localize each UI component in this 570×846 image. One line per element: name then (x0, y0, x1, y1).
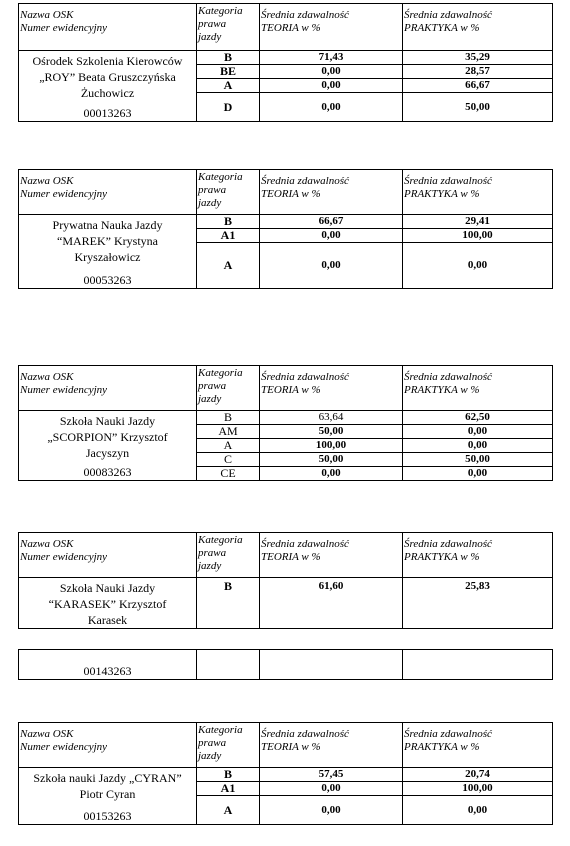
category-cell: AM (197, 425, 260, 439)
category-cell: A1 (197, 782, 260, 796)
header-practice-cell (403, 4, 553, 51)
school-cell (19, 768, 197, 825)
practice-value: 20,74 (403, 768, 553, 782)
practice-value: 35,29 (403, 51, 553, 65)
school-id: 00143263 (19, 650, 197, 680)
practice-value: 28,57 (403, 65, 553, 79)
category-cell: B (197, 51, 260, 65)
header-practice-label-1: Średnia zdawalność (404, 371, 492, 383)
header-category-label-3: jazdy (198, 560, 222, 572)
practice-value: 0,00 (403, 425, 553, 439)
school-name-line: Szkoła Nauki Jazdy (59, 414, 156, 428)
table-row (19, 215, 553, 229)
header-category-cell (197, 170, 260, 215)
header-row (19, 366, 553, 411)
header-category-label-3: jazdy (198, 750, 222, 762)
header-category-cell (197, 533, 260, 578)
header-practice-label-1: Średnia zdawalność (404, 9, 492, 21)
header-theory-cell (260, 533, 403, 578)
header-category-label-1: Kategoria (198, 367, 243, 379)
school-name-line: „ROY” Beata Gruszczyńska (39, 70, 176, 84)
header-theory-label-2: TEORIA w % (261, 188, 321, 200)
theory-value: 0,00 (260, 243, 403, 289)
school-name-line: Ośrodek Szkolenia Kierowców (32, 54, 183, 68)
category-cell: A (197, 439, 260, 453)
practice-value: 0,00 (403, 243, 553, 289)
header-id-label: Numer ewidencyjny (20, 22, 108, 34)
header-practice-label-2: PRAKTYKA w % (404, 188, 480, 200)
theory-value: 57,45 (260, 768, 403, 782)
header-name-cell (19, 366, 197, 411)
header-category-label-2: prawa (198, 184, 227, 196)
header-name-cell (19, 170, 197, 215)
header-category-label-1: Kategoria (198, 5, 243, 17)
practice-value: 50,00 (403, 453, 553, 467)
header-category-label-2: prawa (198, 380, 227, 392)
table-row (19, 411, 553, 425)
school-id: 00053263 (83, 273, 132, 287)
table-row (19, 650, 553, 680)
header-category-label-3: jazdy (198, 393, 222, 405)
practice-value: 62,50 (403, 411, 553, 425)
osk-table-marek (18, 169, 553, 289)
theory-value: 50,00 (260, 425, 403, 439)
header-row (19, 170, 553, 215)
theory-value: 0,00 (260, 93, 403, 122)
header-theory-label-2: TEORIA w % (261, 22, 321, 34)
school-id: 00013263 (83, 106, 132, 120)
header-category-label-2: prawa (198, 547, 227, 559)
header-practice-label-2: PRAKTYKA w % (404, 22, 480, 34)
category-cell: A (197, 79, 260, 93)
header-name-label: Nazwa OSK (20, 728, 74, 740)
header-row (19, 533, 553, 578)
header-practice-label-2: PRAKTYKA w % (404, 741, 480, 753)
header-practice-cell (403, 533, 553, 578)
header-category-label-3: jazdy (198, 31, 222, 43)
header-theory-label-1: Średnia zdawalność (261, 175, 349, 187)
theory-value: 100,00 (260, 439, 403, 453)
header-theory-cell (260, 723, 403, 768)
header-row (19, 4, 553, 51)
header-theory-cell (260, 4, 403, 51)
school-name-line: Żuchowicz (80, 86, 135, 100)
school-cell (19, 411, 197, 481)
header-name-label: Nazwa OSK (20, 371, 74, 383)
header-row (19, 723, 553, 768)
header-practice-cell (403, 366, 553, 411)
theory-value: 0,00 (260, 79, 403, 93)
header-theory-label-1: Średnia zdawalność (261, 9, 349, 21)
header-category-label-1: Kategoria (198, 171, 243, 183)
header-name-cell (19, 723, 197, 768)
header-practice-cell (403, 723, 553, 768)
header-category-label-2: prawa (198, 18, 227, 30)
category-cell: B (197, 578, 260, 629)
school-id: 00083263 (83, 465, 132, 479)
practice-value: 0,00 (403, 439, 553, 453)
table-row (19, 768, 553, 782)
header-name-label: Nazwa OSK (20, 538, 74, 550)
header-practice-cell (403, 170, 553, 215)
header-practice-label-1: Średnia zdawalność (404, 538, 492, 550)
school-name-line: Kryszałowicz (74, 250, 141, 264)
header-theory-label-2: TEORIA w % (261, 384, 321, 396)
category-cell: D (197, 93, 260, 122)
header-theory-label-2: TEORIA w % (261, 551, 321, 563)
header-theory-cell (260, 170, 403, 215)
theory-value: 0,00 (260, 782, 403, 796)
school-name-line: “MAREK” Krystyna (57, 234, 158, 248)
header-id-label: Numer ewidencyjny (20, 741, 108, 753)
header-name-cell (19, 533, 197, 578)
school-name-line: „SCORPION” Krzysztof (47, 430, 168, 444)
table-row (19, 578, 553, 629)
header-practice-label-2: PRAKTYKA w % (404, 551, 480, 563)
practice-value: 50,00 (403, 93, 553, 122)
header-practice-label-2: PRAKTYKA w % (404, 384, 480, 396)
osk-table-karasek-id (18, 649, 553, 680)
theory-value: 0,00 (260, 796, 403, 825)
practice-value: 100,00 (403, 782, 553, 796)
osk-table-roy (18, 3, 553, 122)
school-cell (19, 51, 197, 122)
practice-value: 29,41 (403, 215, 553, 229)
category-cell: CE (197, 467, 260, 481)
header-practice-label-1: Średnia zdawalność (404, 175, 492, 187)
header-theory-label-2: TEORIA w % (261, 741, 321, 753)
school-name-line: Jacyszyn (85, 446, 130, 460)
header-theory-label-1: Średnia zdawalność (261, 728, 349, 740)
school-name-line: Prywatna Nauka Jazdy (52, 218, 163, 232)
empty-cell (197, 650, 260, 680)
osk-table-cyran (18, 722, 553, 825)
header-name-cell (19, 4, 197, 51)
school-id: 00153263 (83, 809, 132, 823)
theory-value: 63,64 (260, 411, 403, 425)
header-category-cell (197, 723, 260, 768)
theory-value: 0,00 (260, 65, 403, 79)
theory-value: 0,00 (260, 229, 403, 243)
practice-value: 25,83 (403, 578, 553, 629)
theory-value: 50,00 (260, 453, 403, 467)
header-theory-label-1: Średnia zdawalność (261, 371, 349, 383)
header-category-label-3: jazdy (198, 197, 222, 209)
school-name-line: Szkoła nauki Jazdy „CYRAN” (33, 771, 182, 785)
osk-table-karasek (18, 532, 553, 629)
category-cell: B (197, 411, 260, 425)
practice-value: 0,00 (403, 467, 553, 481)
empty-cell (403, 650, 553, 680)
table-row (19, 51, 553, 65)
school-name-line: Piotr Cyran (79, 787, 136, 801)
theory-value: 0,00 (260, 467, 403, 481)
theory-value: 71,43 (260, 51, 403, 65)
header-category-label-1: Kategoria (198, 534, 243, 546)
header-category-cell (197, 366, 260, 411)
header-id-label: Numer ewidencyjny (20, 551, 108, 563)
header-theory-label-1: Średnia zdawalność (261, 538, 349, 550)
header-id-label: Numer ewidencyjny (20, 188, 108, 200)
header-practice-label-1: Średnia zdawalność (404, 728, 492, 740)
practice-value: 0,00 (403, 796, 553, 825)
category-cell: B (197, 768, 260, 782)
school-cell (19, 215, 197, 289)
header-name-label: Nazwa OSK (20, 9, 74, 21)
school-name-line: Karasek (87, 613, 128, 627)
practice-value: 66,67 (403, 79, 553, 93)
header-name-label: Nazwa OSK (20, 175, 74, 187)
category-cell: BE (197, 65, 260, 79)
school-name-line: “KARASEK” Krzysztof (48, 597, 167, 611)
theory-value: 66,67 (260, 215, 403, 229)
category-cell: A (197, 796, 260, 825)
school-name-line: Szkoła Nauki Jazdy (59, 581, 156, 595)
category-cell: C (197, 453, 260, 467)
header-theory-cell (260, 366, 403, 411)
category-cell: B (197, 215, 260, 229)
school-cell (19, 578, 197, 629)
category-cell: A (197, 243, 260, 289)
header-id-label: Numer ewidencyjny (20, 384, 108, 396)
practice-value: 100,00 (403, 229, 553, 243)
category-cell: A1 (197, 229, 260, 243)
theory-value: 61,60 (260, 578, 403, 629)
osk-table-scorpion (18, 365, 553, 481)
header-category-label-1: Kategoria (198, 724, 243, 736)
header-category-label-2: prawa (198, 737, 227, 749)
empty-cell (260, 650, 403, 680)
header-category-cell (197, 4, 260, 51)
